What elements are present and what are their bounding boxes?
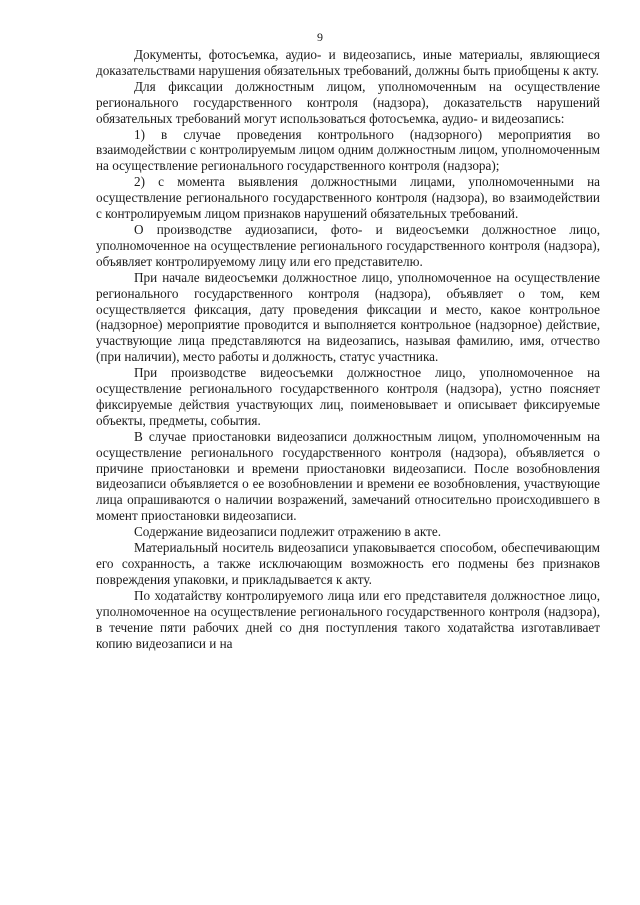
page-number: 9 (317, 30, 323, 44)
paragraph-video-start: При начале видеосъемки должностное лицо, уполномоченное на осуществление регионального государственного контроля (надзора), объявляет о том, кем осуществляется фиксация, дату проведения фиксации и место, какое контрольное (надзорное) мероприятие проводится и выполняется контрольное (надзорное) действие, участвующие лица представляются на видеозапись, называя фамилию, имя, отчество (при наличии), место работы и должность, статус участника. (96, 269, 600, 365)
paragraph-video-content: Содержание видеозаписи подлежит отражению в акте. (134, 524, 442, 540)
paragraph-fixation-means: Для фиксации должностным лицом, уполномоченным на осуществление регионального государственного контроля (надзора), доказательств нарушений обязательных требований могут использоваться фотосъемка, аудио- и видеозапись: (96, 78, 600, 126)
paragraph-video-production: При производстве видеосъемки должностное лицо, уполномоченное на осуществление регионального государственного контроля (надзора), устно поясняет фиксируемые действия участвующих лиц, поименовывает и описывает фиксируемые объекты, предметы, события. (96, 365, 600, 428)
paragraph-documents-attached: Документы, фотосъемка, аудио- и видеозапись, иные материалы, являющиеся доказательствами нарушения обязательных требований, должны быть приобщены к акту. (96, 47, 600, 78)
paragraph-video-pause: В случае приостановки видеозаписи должностным лицом, уполномоченным на осуществление регионального государственного контроля (надзора), объявляется о причине приостановки и времени приостановки видеозаписи. После возобновления видеозаписи объявляется о ее возобновлении и времени ее возобновления, участвующие лица опрашиваются о наличии возражений, замечаний относительно происходившего в момент приостановки видеозаписи. (96, 428, 600, 524)
paragraph-media-carrier: Материальный носитель видеозаписи упаковывается способом, обеспечивающим его сохранность, а также исключающим возможность его подмены без признаков повреждения упаковки, и прикладывается к акту. (96, 540, 600, 587)
paragraph-item-1: 1) в случае проведения контрольного (надзорного) мероприятия во взаимодействии с контролируемым лицом одним должностным лицом, уполномоченным на осуществление регионального государственного контроля (надзора); (96, 126, 600, 174)
paragraph-copy-request: По ходатайству контролируемого лица или его представителя должностное лицо, уполномоченное на осуществление регионального государственного контроля (надзора), в течение пяти рабочих дней со дня поступления такого ходатайства изготавливает копию видеозаписи и на (96, 587, 600, 651)
document-body (96, 47, 600, 651)
paragraph-item-2: 2) с момента выявления должностными лицами, уполномоченными на осуществление регионального государственного контроля (надзора), во взаимодействии с контролируемым лицом признаков нарушений обязательных требований. (96, 174, 600, 222)
paragraph-announcement: О производстве аудиозаписи, фото- и видеосъемки должностное лицо, уполномоченное на осуществление регионального государственного контроля (надзора), объявляет контролируемому лицу или его представителю. (96, 221, 600, 269)
